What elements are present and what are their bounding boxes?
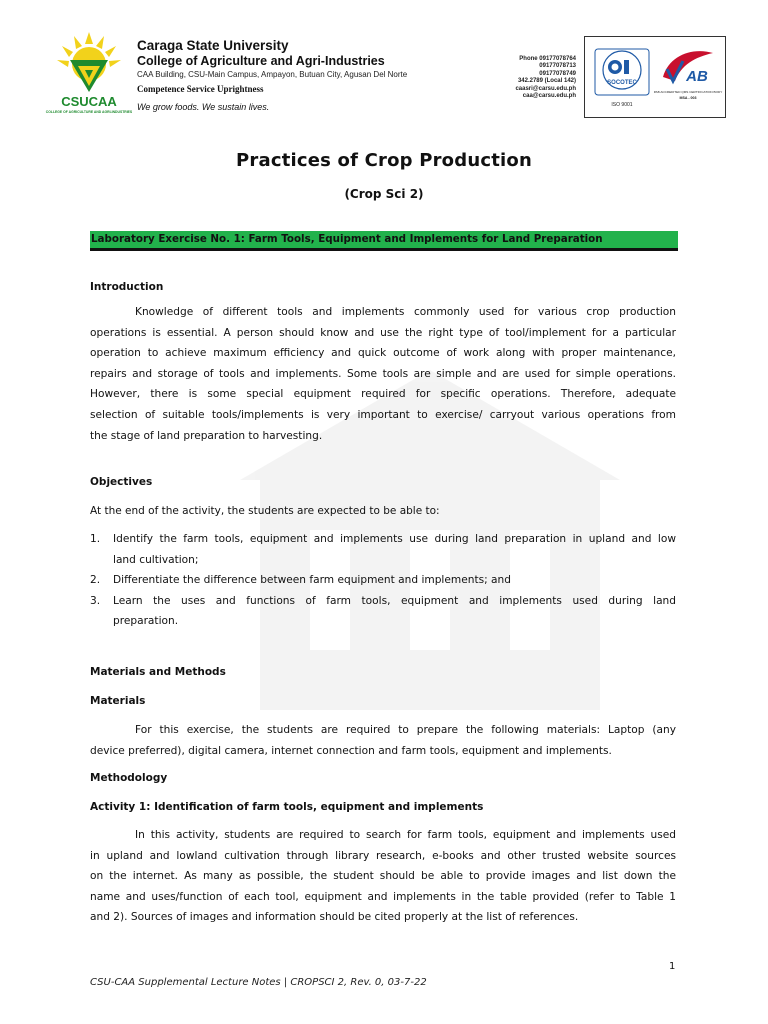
list-number: 1.: [90, 533, 101, 545]
list-item-line: Learn the uses and functions of farm tools, equipment and implements used during land: [113, 594, 676, 607]
objectives-heading: Objectives: [90, 476, 153, 488]
svg-text:PAB ACCREDITED QMS CERTIFICATI: PAB ACCREDITED QMS CERTIFICATION BODY: [653, 90, 723, 94]
contact-line: 342.2789 (Local 142): [517, 78, 576, 85]
list-number: 2.: [90, 574, 101, 587]
list-item: [90, 570, 676, 591]
materials-heading: Materials: [90, 695, 146, 707]
contact-line: caasri@carsu.edu.ph: [515, 85, 576, 92]
page-number: 1: [669, 961, 676, 972]
college-motto: Competence Service Uprightness: [137, 84, 264, 94]
list-item-line: land cultivation;: [113, 553, 199, 566]
college-tagline: We grow foods. We sustain lives.: [137, 102, 270, 112]
paragraph-line: operations is essential. A person should know and use the right type of tool/implement for a particular: [90, 326, 676, 339]
contact-info: [500, 56, 576, 100]
activity-paragraph: [90, 825, 676, 928]
contact-line: Phone 09177078764: [519, 56, 576, 62]
introduction-paragraph: [90, 302, 676, 446]
paragraph-line: For this exercise, the students are required to prepare the following materials: Laptop (any: [135, 724, 676, 736]
contact-line: 09177078713: [539, 63, 576, 70]
svg-text:CSUCAA: CSUCAA: [61, 94, 117, 109]
methodology-heading: Methodology: [90, 772, 168, 784]
svg-text:SOCOTEC: SOCOTEC: [607, 80, 637, 86]
svg-text:COLLEGE OF AGRICULTURE AND AGR: COLLEGE OF AGRICULTURE AND AGRI-INDUSTRIES: [45, 110, 133, 114]
list-number: 3.: [90, 594, 101, 607]
lab-exercise-title: Laboratory Exercise No. 1: Farm Tools, Equipment and Implements for Land Preparation: [91, 233, 603, 245]
list-item-line: Identify the farm tools, equipment and implements use during land preparation in upland and low: [113, 533, 676, 545]
svg-text:ISO 9001: ISO 9001: [611, 102, 633, 108]
introduction-heading: Introduction: [90, 281, 164, 293]
materials-methods-heading: Materials and Methods: [90, 666, 226, 678]
paragraph-line: the stage of land preparation to harvesting.: [90, 429, 323, 442]
paragraph-line: in upland and lowland cultivation through library research, e-books and other trusted website sources: [90, 849, 676, 862]
institution-header: [137, 38, 507, 112]
list-item: [90, 591, 676, 632]
svg-text:MSA - 003: MSA - 003: [679, 96, 697, 100]
activity-heading: Activity 1: Identification of farm tools, equipment and implements: [90, 801, 484, 813]
document-title: Practices of Crop Production: [236, 150, 532, 171]
contact-line: caa@carsu.edu.ph: [522, 93, 576, 100]
paragraph-line: Knowledge of different tools and implements commonly used for various crop production: [135, 306, 676, 318]
svg-text:AB: AB: [686, 68, 708, 85]
csucaa-logo: [45, 30, 133, 120]
paragraph-line: on the internet. As many as possible, the student should be able to provide images and list down the: [90, 870, 676, 883]
certification-logos: [584, 36, 726, 118]
materials-paragraph: [90, 720, 676, 761]
paragraph-line: device preferred), digital camera, internet connection and farm tools, equipment and implements.: [90, 744, 612, 757]
paragraph-line: operation to achieve maximum efficiency and quick outcome of work along with proper maintenance,: [90, 347, 676, 360]
contact-line: 09177078749: [539, 70, 576, 77]
page-footer: CSU-CAA Supplemental Lecture Notes | CROPSCI 2, Rev. 0, 03-7-22: [90, 977, 427, 988]
paragraph-line: However, there is some special equipment required for specific operations. Therefore, adequate: [90, 388, 676, 401]
paragraph-line: selection of suitable tools/implements is very important to exercise/ carryout various operations from: [90, 408, 676, 421]
lab-exercise-banner: [90, 231, 678, 251]
college-name: College of Agriculture and Agri-Industries: [137, 54, 385, 68]
paragraph-line: In this activity, students are required to search for farm tools, equipment and implements used: [135, 829, 676, 841]
objectives-lead: At the end of the activity, the students are expected to be able to:: [90, 505, 440, 517]
list-item-line: Differentiate the difference between farm equipment and implements; and: [113, 574, 511, 587]
pab-logo: [654, 51, 723, 100]
paragraph-line: repairs and storage of tools and implements. Some tools are simple and are used for simple operations.: [90, 367, 676, 380]
socotec-logo: [595, 49, 649, 108]
document-subtitle: (Crop Sci 2): [344, 187, 424, 201]
list-item-line: preparation.: [113, 615, 179, 628]
list-item: [90, 529, 676, 570]
objectives-list: [90, 529, 676, 632]
college-address: CAA Building, CSU-Main Campus, Ampayon, Butuan City, Agusan Del Norte: [137, 70, 408, 79]
paragraph-line: name and uses/function of each tool, equipment and implements in the table provided (refer to Table 1: [90, 890, 676, 903]
paragraph-line: and 2). Sources of images and information should be cited properly at the list of references.: [90, 911, 579, 924]
university-name: Caraga State University: [137, 38, 289, 53]
